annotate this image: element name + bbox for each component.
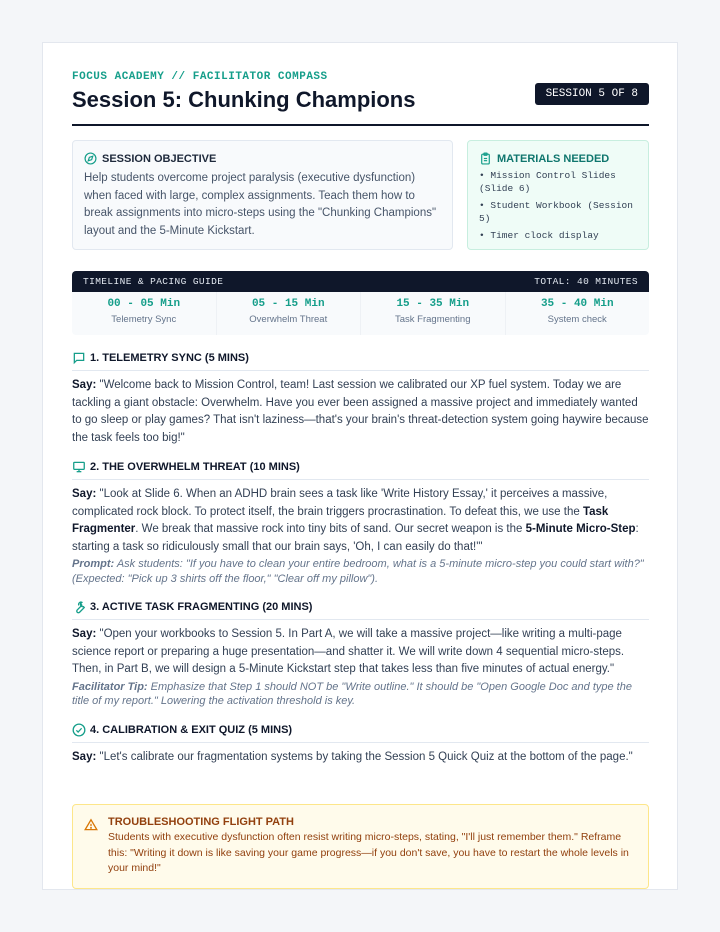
tip-text: Emphasize that Step 1 should NOT be "Write outline." It should be "Open Google Doc and type the title of my report." Lowering the activation threshold is key. [72,680,632,707]
timeline-header [72,271,649,292]
section-telemetry-sync [72,351,649,447]
section-calibration-exit-quiz [72,723,649,767]
timeline-total: TOTAL: 40 MINUTES [534,276,638,287]
segment-range: 05 - 15 Min [251,298,325,310]
segment-label: Task Fragmenting [394,314,471,325]
prompt-label: Prompt: [72,558,115,570]
say-label: Say: [72,488,97,500]
section-title-row [72,723,649,743]
segment-label: System check [547,314,607,325]
say-text: : starting a task so ridiculously small that our brain says, 'Oh, I can easily do that!'" [72,523,639,553]
section-title-row [72,460,649,480]
objective-title-row [84,152,441,165]
timeline-segment [72,292,217,335]
chat-bubble-icon [72,351,86,365]
materials-box [467,140,649,250]
section-title-row [72,600,649,620]
section-say [72,486,649,556]
section-overwhelm-threat [72,460,649,586]
section-say [72,749,649,767]
section-prompt [72,557,649,586]
section-title: 2. THE OVERWHELM THREAT (10 MINS) [90,461,300,473]
say-emphasis: Task Fragmenter [72,505,609,535]
materials-title: MATERIALS NEEDED [497,152,610,165]
troubleshooting-text: Students with executive dysfunction often resist writing micro-steps, stating, "I'll just remember them." Reframe this: "Writing it down is like saving your game progress—if you don't save, you have to restart the whole levels in your mind!" [108,831,629,874]
header-divider [72,124,649,126]
materials-list [479,169,637,242]
section-title: 4. CALIBRATION & EXIT QUIZ (5 MINS) [90,724,293,736]
tip-label: Facilitator Tip: [72,680,148,693]
warning-icon [84,818,98,832]
lesson-page [42,42,678,890]
say-text: "Welcome back to Mission Control, team! Last session we calibrated our XP fuel system. Today we are tackling a giant obstacle: Overwhelm. Have you ever been assigned a massive project and immediately wanted to go sleep or play games? That isn't laziness—that's your brain's threat-detection system going haywire because the task feels too big!" [72,379,649,444]
say-text: "Look at Slide 6. When an ADHD brain sees a task like 'Write History Essay,' it perceives a massive, complicated rock block. To protect itself, the brain triggers procrastination. To defeat this, we use the [72,488,608,518]
page-content [72,71,649,874]
troubleshooting-callout [72,804,649,889]
section-title: 1. TELEMETRY SYNC (5 MINS) [90,352,249,364]
session-badge: SESSION 5 OF 8 [535,83,649,105]
wrench-icon [72,600,86,614]
list-item: • Student Workbook (Session 5) [479,200,633,224]
compass-icon [84,152,97,165]
materials-title-row [479,152,637,165]
objective-box [72,140,453,250]
timeline-pacing-guide [72,271,649,335]
check-circle-icon [72,723,86,737]
segment-range: 00 - 05 Min [107,298,181,310]
say-text: . We break that massive rock into tiny bits of sand. Our secret weapon is the [135,523,526,535]
segment-label: Overwhelm Threat [249,314,328,325]
presentation-icon [72,460,86,474]
section-tip [72,680,649,709]
say-text: "Let's calibrate our fragmentation systems by taking the Session 5 Quick Quiz at the bottom of the page." [96,751,633,763]
objective-title: SESSION OBJECTIVE [102,152,217,165]
timeline-segment [217,292,362,335]
timeline-segment [361,292,506,335]
say-label: Say: [72,628,97,640]
timeline-segments [72,292,649,335]
info-boxes [72,140,649,250]
timeline-segment [506,292,650,335]
timeline-title: TIMELINE & PACING GUIDE [83,276,224,287]
section-title-row [72,351,649,371]
section-active-task-fragmenting [72,600,649,709]
header-kicker: FOCUS ACADEMY // FACILITATOR COMPASS [72,71,328,83]
list-item: • Timer clock display [479,230,599,241]
say-label: Say: [72,751,97,763]
section-title: 3. ACTIVE TASK FRAGMENTING (20 MINS) [90,601,313,613]
list-item: • Mission Control Slides (Slide 6) [479,170,616,194]
page-title: Session 5: Chunking Champions [72,87,416,112]
say-text: "Open your workbooks to Session 5. In Part A, we will take a massive project—like writing a multi-page science report or preparing a huge presentation—and shatter it. We will write down 4 sequential micro-steps. Then, in Part B, we will design a 5-Minute Kickstart step that takes less than five minutes of actual energy." [72,628,625,675]
say-label: Say: [72,379,97,391]
say-emphasis: 5-Minute Micro-Step [525,523,636,535]
segment-range: 15 - 35 Min [396,298,470,310]
segment-label: Telemetry Sync [111,314,177,325]
clipboard-icon [479,152,492,165]
prompt-text: Ask students: "If you have to clean your entire bedroom, what is a 5-minute micro-step you could start with?" (Expected: "Pick up 3 shirts off the floor," "Clear off my pillow"). [72,558,644,585]
section-say [72,377,649,447]
objective-text: Help students overcome project paralysis (executive dysfunction) when faced with large, complex assignments. Teach them how to break assignments into micro-steps using the "Chunking Champions" layout and the 5-Minute Kickstart. [84,172,437,237]
section-say [72,626,649,679]
troubleshooting-title: TROUBLESHOOTING FLIGHT PATH [108,816,294,828]
segment-range: 35 - 40 Min [540,298,614,310]
